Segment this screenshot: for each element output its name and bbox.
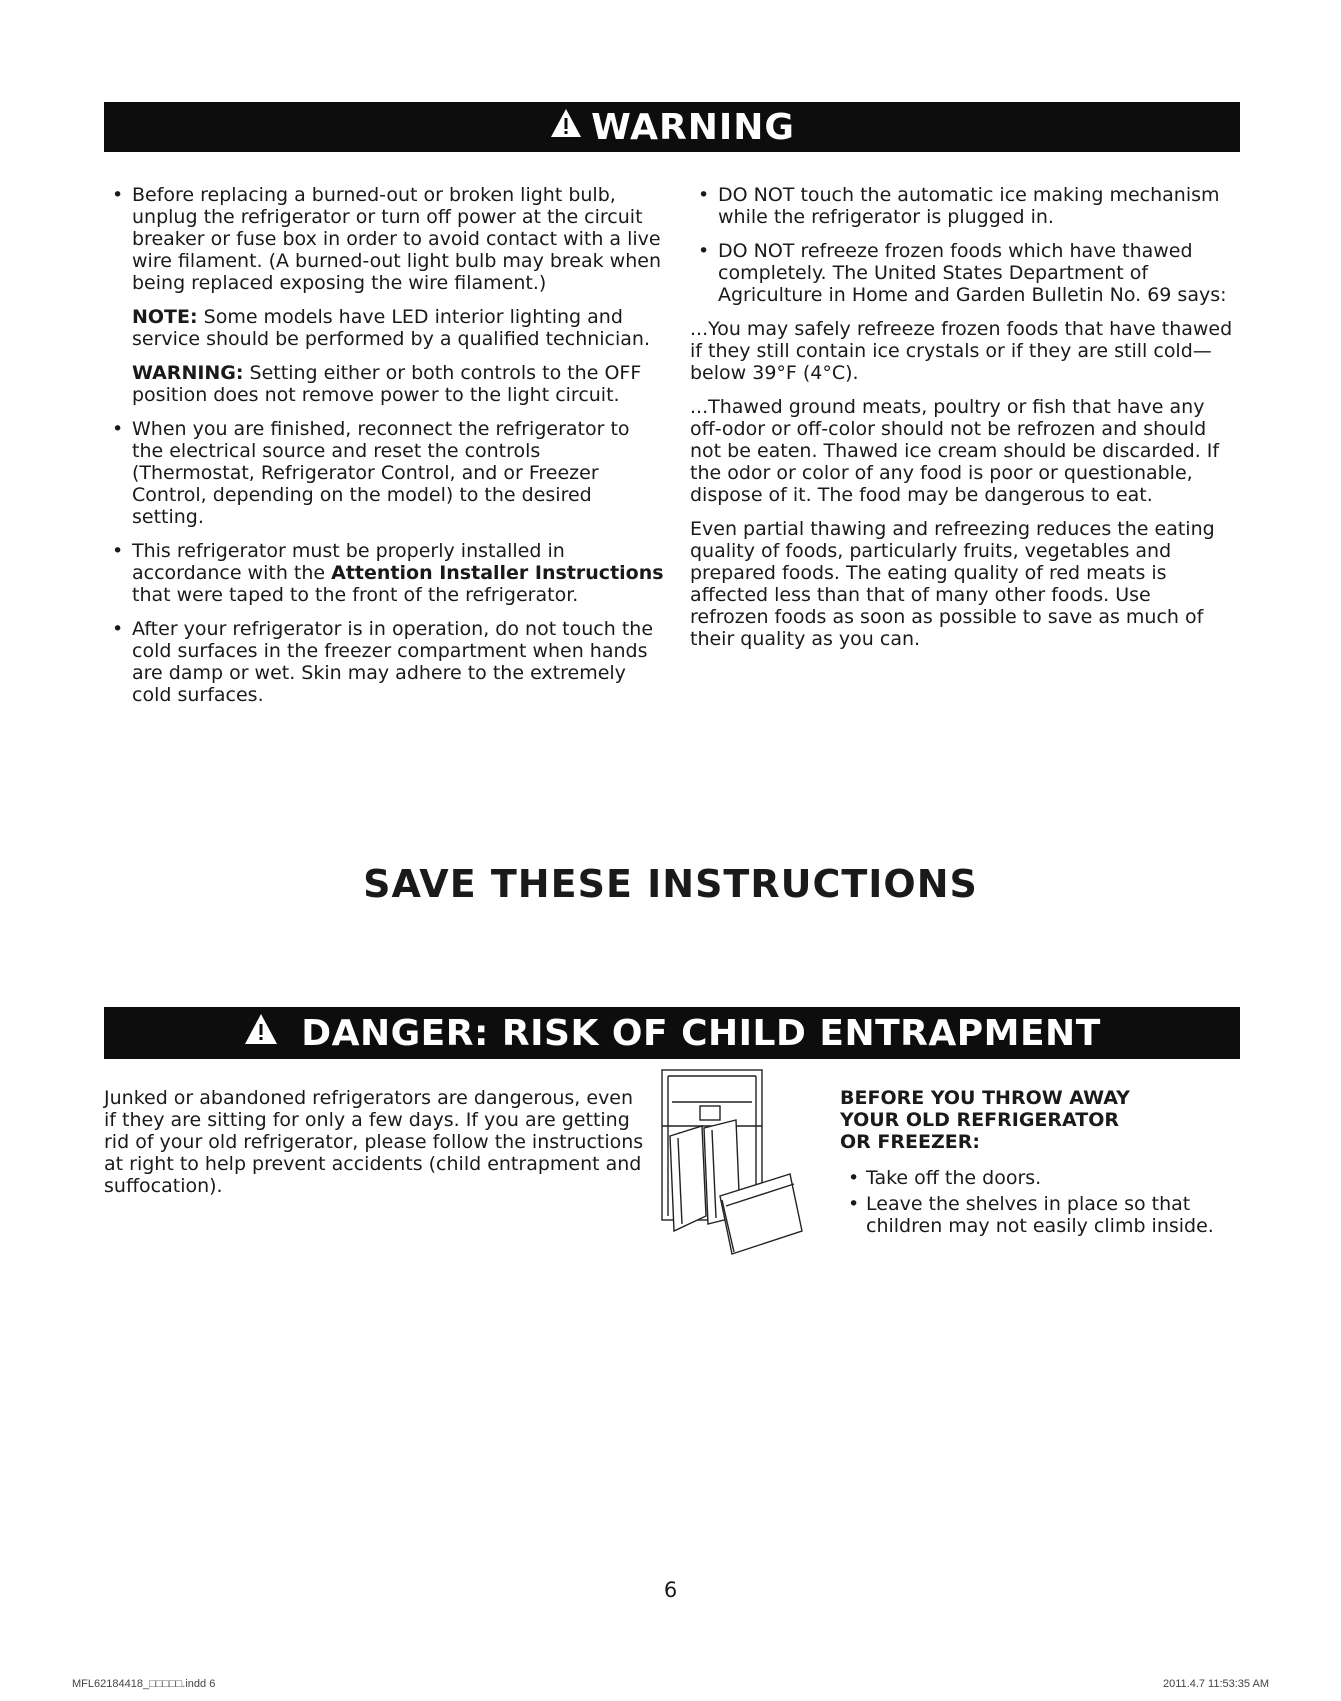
installer-instructions-label: Attention Installer Instructions [331,562,664,584]
danger-title: DANGER: RISK OF CHILD ENTRAPMENT [301,1012,1101,1054]
right-column [690,184,1235,662]
warning-triangle-icon [243,1012,279,1055]
list-item-leave-shelves: • Leave the shelves in place so that children may not easily climb inside. [840,1193,1240,1237]
danger-banner [104,1007,1240,1059]
before-throw-away-heading [840,1087,1240,1153]
page-number: 6 [663,1578,678,1602]
warning-label: WARNING: [132,362,244,384]
heading-line-1: BEFORE YOU THROW AWAY [840,1087,1130,1109]
bullet-install-text: This refrigerator must be properly installed in accordance with the [132,540,565,584]
bullet-ice-maker: • DO NOT touch the automatic ice making mechanism while the refrigerator is plugged in. [690,184,1235,228]
bullet-reconnect: • When you are finished, reconnect the refrigerator to the electrical source and reset the controls (Thermostat, Refrigerator Control, and or Freezer Control, depending on the model) to the desired setting. [104,418,664,528]
quote-thawed-meats: ...Thawed ground meats, poultry or fish that have any off-odor or off-color should not be refrozen and should not be eaten. Thawed ice cream should be discarded. If the odor or color of any food is poor or questionable, dispose of it. The food may be dangerous to eat. [690,396,1220,506]
bullet-light-bulb: • Before replacing a burned-out or broken light bulb, unplug the refrigerator or turn off power at the circuit breaker or fuse box in order to avoid contact with a live wire filament. (A burned-out light bulb may break when being replaced exposing the wire filament.) [104,184,664,294]
heading-line-2: YOUR OLD REFRIGERATOR [840,1109,1120,1131]
refrigerator-doors-removed-illustration [660,1066,810,1256]
bullet-install [104,540,664,606]
warning-text: Setting either or both controls to the OFF position does not remove power to the light circuit. [132,362,642,406]
bullet-cold-surfaces: • After your refrigerator is in operation, do not touch the cold surfaces in the freezer compartment when hands are damp or wet. Skin may adhere to the extremely cold surfaces. [104,618,664,706]
junked-refrigerator-text: Junked or abandoned refrigerators are dangerous, even if they are sitting for only a few days. If you are getting rid of your old refrigerator, please follow the instructions at right to help prevent accidents (child entrapment and suffocation). [104,1087,644,1197]
warning-triangle-icon [549,107,583,148]
quote-safely-refreeze: ...You may safely refreeze frozen foods that have thawed if they still contain ice crystals or if they are still cold—below 39°F (4°C). [690,318,1233,384]
bullet-install-text-end: that were taped to the front of the refrigerator. [132,584,579,606]
left-column [104,184,664,718]
footer-file-name: MFL62184418_□□□□□.indd 6 [72,1678,216,1690]
warning-paragraph [104,362,664,406]
before-throw-away-section [840,1087,1240,1241]
bullet-refreeze: • DO NOT refreeze frozen foods which have thawed completely. The United States Department of Agriculture in Home and Garden Bulletin No. 69 says: [690,240,1235,306]
list-item-take-off-doors: • Take off the doors. [840,1167,1240,1189]
note-paragraph [104,306,664,350]
heading-line-3: OR FREEZER: [840,1131,980,1153]
partial-thawing-paragraph: Even partial thawing and refreezing reduces the eating quality of foods, particularly fruits, vegetables and prepared foods. The eating quality of red meats is affected less than that of many other foods. Use refrozen foods as soon as possible to save as much of their quality as you can. [690,518,1215,650]
note-label: NOTE: [132,306,198,328]
warning-banner [104,102,1240,152]
warning-title: WARNING [591,106,795,148]
footer-timestamp: 2011.4.7 11:53:35 AM [1162,1678,1269,1690]
note-text: Some models have LED interior lighting and service should be performed by a qualified technician. [132,306,651,350]
save-instructions-heading: SAVE THESE INSTRUCTIONS [363,862,978,906]
